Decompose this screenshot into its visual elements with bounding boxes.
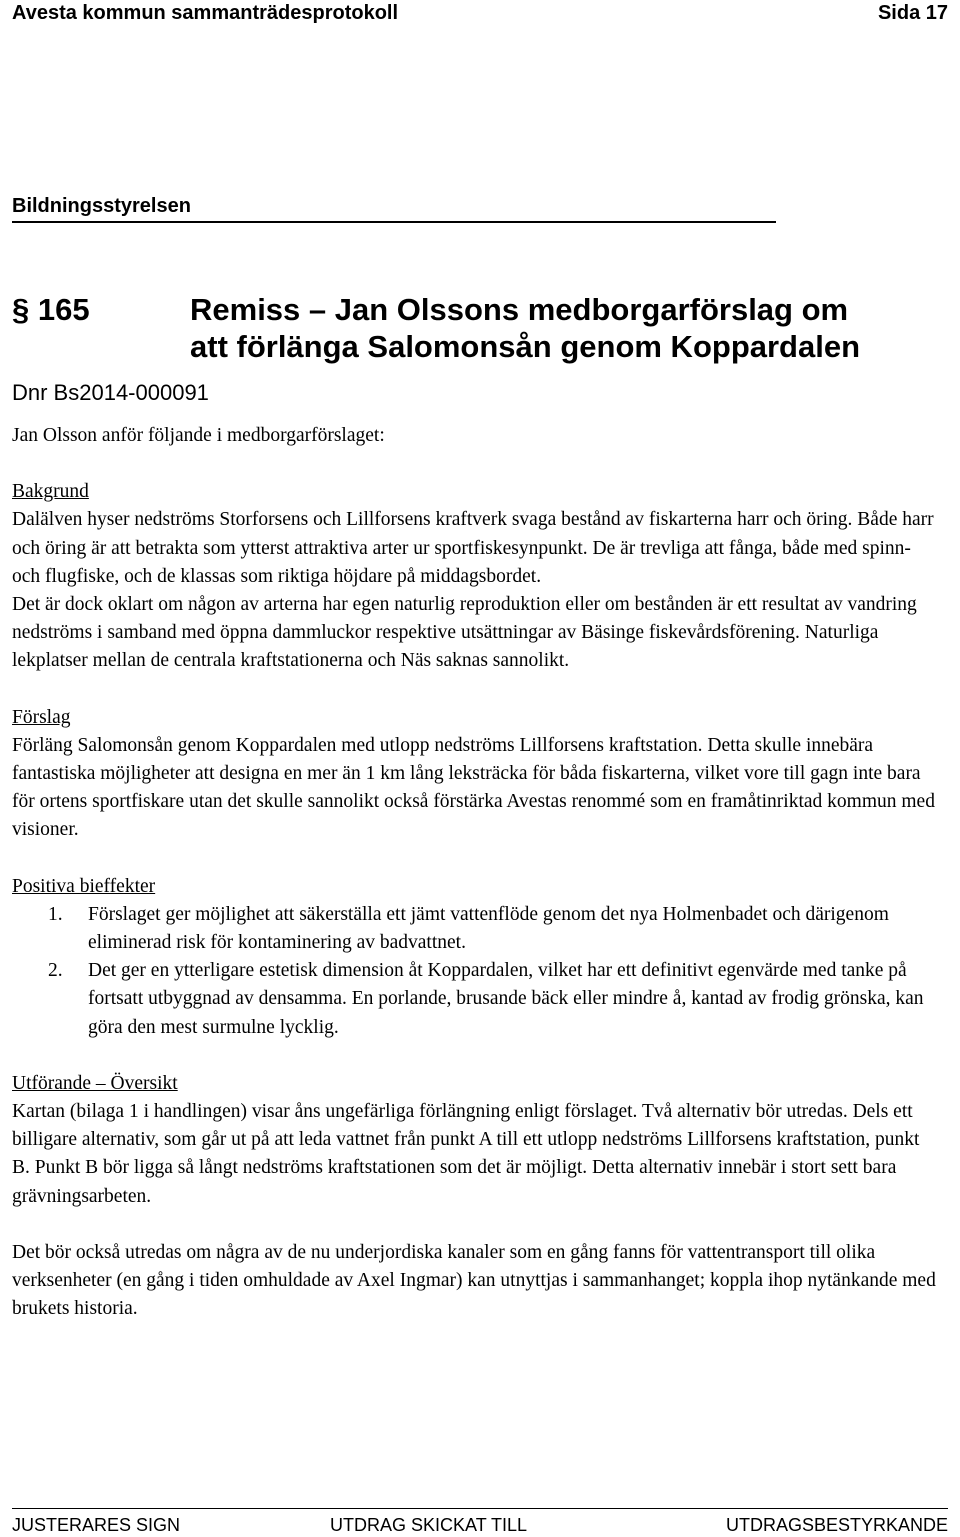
forslag-paragraph: Förläng Salomonsån genom Koppardalen med utlopp nedströms Lillforsens kraftstation. Detta skulle innebära fantastiska möjligheter att designa en mer än 1 km lång leksträcka för båda fiskarterna, vilket vore till gagn inte bara för ortens sportfiskare utan det skulle sannolikt också förstärka Avestas renommé som en framåtinriktad kommun med visioner. (12, 734, 935, 841)
paragraph-title-line1: Remiss – Jan Olssons medborgarförslag om (190, 292, 849, 327)
footer-divider (12, 1508, 948, 1509)
section-heading-positiva: Positiva bieffekter (12, 875, 156, 897)
section-heading-bakgrund: Bakgrund (12, 481, 89, 503)
paragraph-number: § 165 (12, 292, 90, 327)
footer-certification-label: UTDRAGSBESTYRKANDE (725, 1515, 948, 1535)
list-item-number: 2. (48, 960, 63, 982)
spacer (12, 1042, 942, 1070)
bakgrund-paragraph-2: Det är dock oklart om någon av arterna har egen naturlig reproduktion eller om bestånden är ett resultat av vandring nedströms i samband med öppna dammluckor respektive utsättningar av Bäsinge fiskevårdsförening. Naturliga lekplatser mellan de centrala kraftstationerna och Näs saknas sannolikt. (12, 594, 917, 672)
list-item-text: Det ger en ytterligare estetisk dimension åt Koppardalen, vilket har ett definitivt egenvärde med tanke på fortsatt utbyggnad av densamma. En porlande, brusande bäck eller mindre å, kantad av frodig grönska, kan göra den mest surmulne lycklig. (88, 960, 924, 1038)
list-item-number: 1. (48, 903, 63, 925)
section-heading-forslag: Förslag (12, 706, 71, 728)
paragraph-title (190, 291, 860, 365)
footer-sent-to-label: UTDRAG SKICKAT TILL (330, 1515, 528, 1535)
committee-name: Bildningsstyrelsen (12, 195, 191, 217)
footer-signature-label: JUSTERARES SIGN (12, 1515, 181, 1535)
spacer (12, 450, 942, 478)
page-number: Sida 17 (877, 2, 948, 24)
positive-effects-list (12, 901, 942, 1042)
paragraph-title-line2: att förlänga Salomonsån genom Koppardalen (190, 329, 861, 364)
document-body (12, 422, 942, 1323)
spacer (12, 845, 942, 873)
list-item-text: Förslaget ger möjlighet att säkerställa ett jämt vattenflöde genom det nya Holmenbadet och därigenom eliminerad risk för kontaminering av badvattnet. (88, 903, 889, 954)
list-item (12, 957, 942, 1042)
spacer (12, 1211, 942, 1239)
bakgrund-paragraph-1: Dalälven hyser nedströms Storforsens och Lillforsens kraftverk svaga bestånd av fiskarterna harr och öring. Både harr och öring är att betrakta som ytterst attraktiva arter ur sportfiskesynpunkt. De är trevliga att fånga, både med spinn- och flugfiske, och de klassas som riktiga höjdare på middagsbordet. (12, 509, 934, 587)
intro-text: Jan Olsson anför följande i medborgarförslaget: (12, 425, 385, 446)
spacer (12, 676, 942, 704)
diary-number: Dnr Bs2014-000091 (12, 380, 209, 405)
utforande-paragraph-1: Kartan (bilaga 1 i handlingen) visar åns ungefärliga förlängning enligt förslaget. Två alternativ bör utredas. Dels ett billigare alternativ, som går ut på att leda vattnet från punkt A till ett utlopp nedströms Lillforsens kraftstation, punkt B. Punkt B bör ligga så långt nedströms kraftstationen som det är möjligt. Detta alternativ innebär i stort sett bara grävningsarbeten. (12, 1101, 920, 1207)
committee-divider (12, 221, 776, 223)
section-heading-utforande: Utförande – Översikt (12, 1072, 178, 1094)
utforande-paragraph-2: Det bör också utredas om några av de nu underjordiska kanaler som en gång fanns för vattentransport till olika verksenheter (en gång i tiden omhuldade av Axel Ingmar) kan utnyttjas i sammanhanget; koppla ihop nytänkande med brukets historia. (12, 1241, 936, 1320)
document-header-title: Avesta kommun sammanträdesprotokoll (12, 2, 399, 24)
list-item (12, 901, 942, 957)
